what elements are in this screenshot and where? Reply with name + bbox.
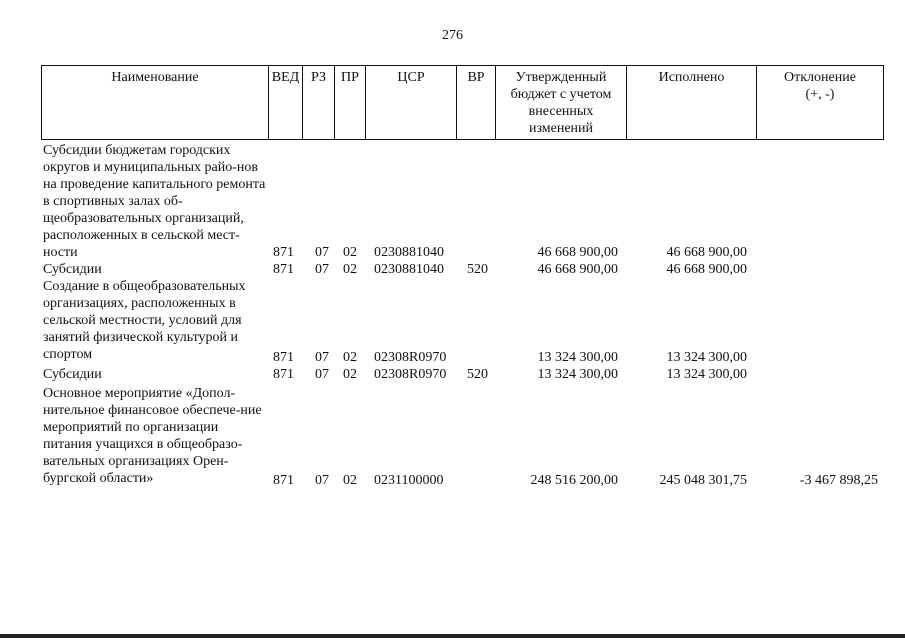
row-0-done: 46 668 900,00 xyxy=(666,245,747,260)
row-1-rz: 07 xyxy=(315,262,329,277)
row-4-ved: 871 xyxy=(273,473,294,488)
row-1-csr: 0230881040 xyxy=(374,262,444,277)
row-2-csr: 02308R0970 xyxy=(374,350,447,365)
header-ved: ВЕД xyxy=(269,66,303,140)
row-2-budget: 13 324 300,00 xyxy=(537,350,618,365)
row-2-name: Создание в общеобразовательных организациях, расположенных в сельской местности, условий для занятий физической культурой и спортом xyxy=(43,279,246,362)
row-4-done: 245 048 301,75 xyxy=(659,473,747,488)
row-4-budget: 248 516 200,00 xyxy=(530,473,618,488)
row-3-ved: 871 xyxy=(273,367,294,382)
row-4-csr: 0231100000 xyxy=(374,473,444,488)
header-csr: ЦСР xyxy=(366,66,457,140)
page-number: 276 xyxy=(442,28,463,43)
row-0-rz: 07 xyxy=(315,245,329,260)
row-0-budget: 46 668 900,00 xyxy=(537,245,618,260)
row-1-name: Субсидии xyxy=(43,262,102,277)
row-3-vr: 520 xyxy=(467,367,488,382)
row-4-deviation: -3 467 898,25 xyxy=(799,473,878,488)
row-2-ved: 871 xyxy=(273,350,294,365)
page-bottom-rule xyxy=(0,634,905,638)
row-2-done: 13 324 300,00 xyxy=(666,350,747,365)
row-4-rz: 07 xyxy=(315,473,329,488)
row-1-done: 46 668 900,00 xyxy=(666,262,747,277)
header-deviation: Отклонение (+, -) xyxy=(757,66,884,140)
row-3-name: Субсидии xyxy=(43,367,102,382)
row-3-done: 13 324 300,00 xyxy=(666,367,747,382)
row-3-csr: 02308R0970 xyxy=(374,367,447,382)
row-4-name: Основное мероприятие «Допол-нительное финансовое обеспече-ние мероприятий по организации питания учащихся в общеобразо-вательных организациях Орен-бургской области» xyxy=(43,386,262,486)
header-vr: ВР xyxy=(457,66,496,140)
row-0-ved: 871 xyxy=(273,245,294,260)
row-0-csr: 0230881040 xyxy=(374,245,444,260)
row-1-vr: 520 xyxy=(467,262,488,277)
header-pr: ПР xyxy=(335,66,366,140)
row-0-pr: 02 xyxy=(343,245,357,260)
table-header xyxy=(41,65,884,140)
row-2-rz: 07 xyxy=(315,350,329,365)
header-budget: Утвержденный бюджет с учетом внесенных изменений xyxy=(496,66,627,140)
header-rz: РЗ xyxy=(303,66,335,140)
header-done: Исполнено xyxy=(627,66,757,140)
row-3-rz: 07 xyxy=(315,367,329,382)
row-2-pr: 02 xyxy=(343,350,357,365)
row-0-name: Субсидии бюджетам городских округов и муниципальных райо-нов на проведение капитального ремонта в спортивных залах об-щеобразовательных организаций, расположенных в сельской мест-ности xyxy=(43,143,266,260)
row-1-pr: 02 xyxy=(343,262,357,277)
row-3-pr: 02 xyxy=(343,367,357,382)
row-4-pr: 02 xyxy=(343,473,357,488)
row-1-ved: 871 xyxy=(273,262,294,277)
row-3-budget: 13 324 300,00 xyxy=(537,367,618,382)
header-name: Наименование xyxy=(42,66,269,140)
row-1-budget: 46 668 900,00 xyxy=(537,262,618,277)
